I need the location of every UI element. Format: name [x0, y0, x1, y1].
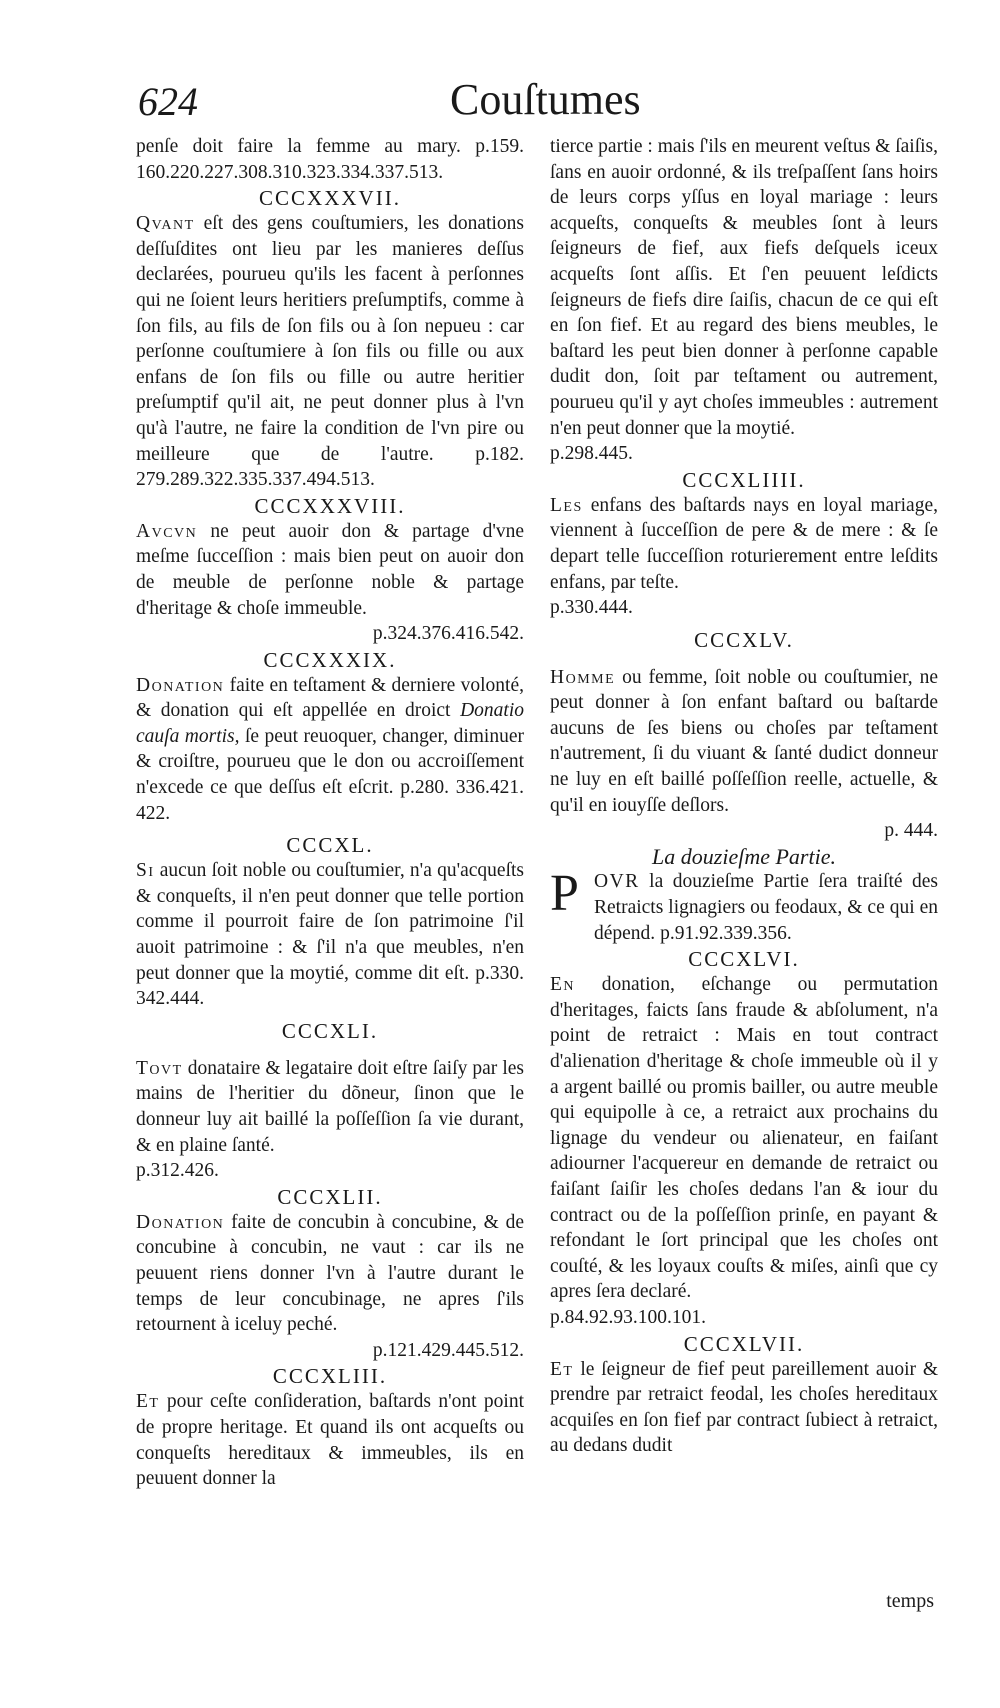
article-initial: Les — [550, 494, 583, 516]
continuation-ref: p.298.445. — [550, 443, 633, 465]
article-heading-337: CCCXXXVII. — [259, 186, 401, 211]
article-346 — [550, 972, 938, 1305]
continuation-text: tierce partie : mais ſ'ils en meurent veſtus & ſaiſis, ſans en auoir ordonné, & ils treſpaſſent ſans hoirs de leurs corps yſſus en loyal mariage : leurs acqueſts, conqueſts & meubles ſont à leurs ſeigneurs de fief, aux fiefs deſquels iceux acqueſts ſont aſſis. Et ſ'en peuuent leſdicts ſeigneurs de fiefs dire ſaiſis, chacun de ce qui eſt en ſon fief. Et au regard des biens meubles, le baſtard les peut bien donner à perſonne capable dudit don, ſoit par teſtament ou autrement, pourueu qu'il y ayt choſes immeubles : autrement n'en peut donner que la moytié. — [550, 136, 938, 439]
article-heading-343: CCCXLIII. — [272, 1364, 388, 1389]
article-ref: p.182. 279.289.322.335.337.494.513. — [136, 443, 525, 491]
article-text: la douzieſme Partie ſera traiſté des Retraicts lignagiers ou feodaux, & ce qui en dépend. — [594, 871, 939, 944]
article-heading-338: CCCXXXVIII. — [254, 493, 406, 518]
article-ref: p.84.92.93.100.101. — [550, 1306, 706, 1328]
article-heading-344: CCCXLIIII. — [682, 467, 806, 492]
article-ref: p.91.92.339.356. — [660, 922, 792, 944]
article-342 — [136, 1210, 524, 1338]
article-ref: p.330.444. — [550, 597, 633, 619]
article-heading-346: CCCXLVI. — [688, 947, 800, 972]
article-text: ou femme, ſoit noble ou couſtumier, ne peut donner à ſon enfant baſtard ou baſtarde aucuns de ſes biens ou choſes par teſtament n'autrement, ſi du viuant & ſanté dudict donneur ne luy en eſt baillé poſſeſſion reelle, actuelle, & qu'il en iouyſſe deſlors. — [550, 666, 938, 816]
article-340 — [136, 858, 524, 1012]
article-344 — [550, 493, 938, 595]
article-text: eſt des gens couſtumiers, les donations deſſuſdites ont lieu par les manieres deſſus declarées, pourueu qu'ils les facent à perſonnes qui ne ſoient leurs heritiers preſumptifs, comme à ſon fils, au fils de ſon fils ou à ſon nepueu : car perſonne couſtumiere à ſon fils ou fille ou aux enfans de ſon fils ou fille ou autre heritier preſumptif qu'il ait, ne peut donner plus à l'vn qu'à l'autre, ne faire la condition de l'vn pire ou meilleure que de l'autre. — [136, 213, 524, 465]
article-heading-345: CCCXLV. — [694, 627, 794, 652]
article-text: ne peut auoir don & partage d'vne meſme ſucceſſion : mais bien peut on auoir don de meuble de perſonne noble & partage d'heritage & choſe immeuble. — [136, 520, 525, 619]
article-347 — [550, 1357, 938, 1459]
article-initial: Donation — [136, 1211, 225, 1233]
article-heading-347: CCCXLVII. — [683, 1331, 805, 1356]
article-text: aucun ſoit noble ou couſtumier, n'a qu'acqueſts & conqueſts, il n'en peut donner que telle portion comme il pourroit faire de ſon patrimoine ſ'il auoit patrimoine : & ſ'il n'a que meubles, n'en peut donner que la moytié, comme dit eſt. — [136, 860, 525, 984]
article-ref: p.324.376.416.542. — [372, 623, 524, 645]
article-text: le ſeigneur de fief peut pareillement auoir & prendre par retraict feodal, les choſes hereditaux acquiſes en ſon fief par contract ſubiect à retraict, au dedans dudit — [550, 1358, 939, 1457]
drop-cap: P — [550, 865, 579, 923]
article-ref: p. 444. — [884, 820, 938, 842]
article-initial: Et — [136, 1391, 160, 1413]
article-341 — [136, 1056, 524, 1158]
continuation-body: penſe doit faire la femme au mary. — [136, 136, 461, 157]
running-head — [130, 70, 950, 130]
article-ref: p.280. 336.421. 422. — [136, 777, 524, 824]
article-ref: p.312.426. — [136, 1160, 219, 1182]
page-number: 624 — [138, 79, 198, 124]
part-title: La douzieſme Partie. — [652, 843, 836, 869]
part-intro — [550, 865, 939, 946]
article-338 — [136, 519, 524, 621]
running-title: Couſtumes — [450, 75, 641, 124]
article-343 — [136, 1389, 524, 1491]
article-ref: p.330. 342.444. — [136, 962, 524, 1010]
article-heading-342: CCCXLII. — [277, 1184, 383, 1209]
article-337 — [136, 211, 524, 493]
article-text-continued: ſe peut reuoquer, changer, diminuer & croiſtre, pourueu que le don ou accroiſſement n'excede ce que deſſus eſt eſcrit. — [136, 725, 524, 799]
article-text: faite de concubin à concubine, & de concubine à concubin, ne vaut : car ils ne peuuent riens donner l'vn à l'autre durant le temps de leur concubinage, ne apres ſ'ils retournent à iceluy peché. — [136, 1211, 525, 1336]
latin-phrase: Donatio cauſa mortis, — [136, 700, 525, 747]
article-initial: Tovt — [136, 1057, 183, 1079]
article-text: pour ceſte conſideration, baſtards n'ont point de propre heritage. Et quand ils ont acqueſts ou conqueſts hereditaux & immeubles, ils en peuuent donner la — [136, 1391, 524, 1490]
article-initial: Si — [136, 860, 155, 882]
continuation-ref: p.159. 160.220.227.308.310.323.334.337.513. — [136, 136, 525, 183]
continuation-text — [136, 134, 524, 185]
article-initial: Homme — [550, 666, 616, 688]
article-initial: Donation — [136, 674, 225, 696]
article-heading-341: CCCXLI. — [281, 1018, 379, 1043]
article-heading-340: CCCXL. — [286, 833, 374, 858]
article-text: faite en teſtament & derniere volonté, & donation qui eſt appellée en droict — [136, 674, 524, 722]
article-initial: OVR — [594, 871, 640, 893]
article-text: donataire & legataire doit eſtre ſaiſy par les mains de l'heritier du dõneur, ſinon que le donneur luy ait baillé la poſſeſſion ſa vie durant, & en plaine ſanté. — [136, 1057, 525, 1156]
article-339 — [136, 673, 524, 827]
article-text: donation, eſchange ou permutation d'heritages, faicts ſans fraude & abſolument, n'a point de retraict : Mais en tout contract d'alienation d'heritage & choſe immeuble où il y a argent baillé ou promis bailler, ou autre meuble qui equipolle à ce, a retraict aux prochains du lignage du vendeur ou alienateur, en faiſant adiourner l'acquereur en demande de retraict ou faiſant ſaiſir les choſes dedans l'an & iour du contract ou de la poſſeſſion prinſe, en payant & refondant le ſort principal que les choſes ont couſté, & les loyaux couſts & miſes, ainſi que cy apres ſera declaré. — [550, 974, 938, 1303]
spacer — [136, 1044, 524, 1056]
article-345 — [550, 665, 938, 819]
article-ref: p.121.429.445.512. — [372, 1339, 524, 1361]
article-initial: Et — [550, 1358, 574, 1380]
article-initial: Avcvn — [136, 520, 198, 542]
right-column — [550, 134, 938, 1459]
article-text: enfans des baſtards nays en loyal mariage, viennent à ſucceſſion de pere & de mere : & ſe depart telle ſucceſſion roturierement entre leſdits enfans, par teſte. — [550, 494, 938, 593]
article-initial: Qvant — [136, 213, 195, 235]
spacer — [550, 653, 938, 665]
article-initial: En — [550, 974, 576, 996]
article-heading-339: CCCXXXIX. — [263, 647, 397, 672]
left-column — [136, 134, 524, 1492]
catchword: temps — [886, 1590, 934, 1612]
